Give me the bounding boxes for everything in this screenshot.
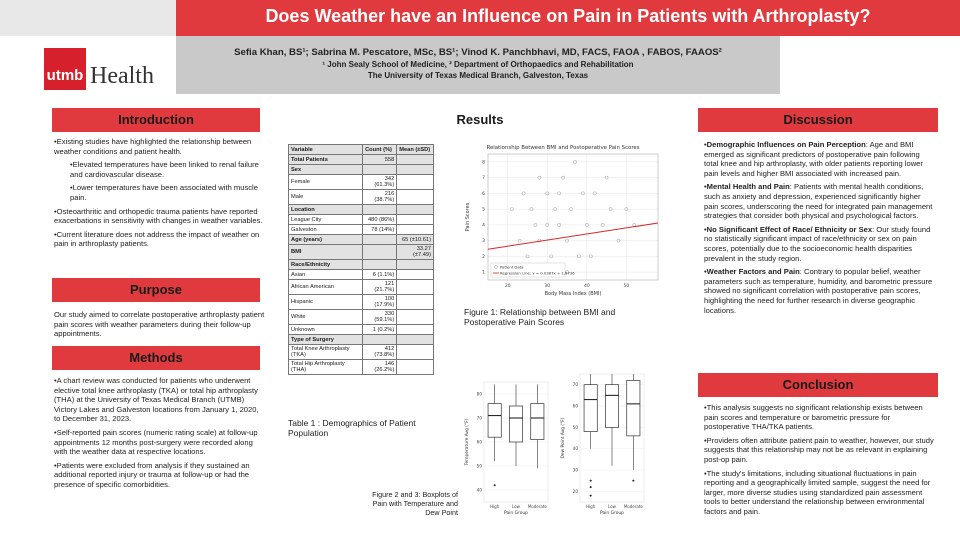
table-cell: Sex: [289, 165, 363, 175]
table-cell: [363, 335, 397, 345]
bmi-pain-scatter-plot: [462, 140, 664, 300]
x-axis-label: Body Mass Index (BMI): [544, 291, 602, 297]
x-tick-label: 20: [504, 284, 511, 289]
box: [531, 404, 544, 440]
y-tick-label: 5: [482, 207, 485, 213]
table-cell: Asian: [289, 270, 363, 280]
results-header: Results: [456, 112, 504, 127]
y-tick-label: 7: [482, 176, 485, 182]
table-cell: [397, 310, 434, 325]
y-tick-label: 80: [476, 391, 482, 397]
box-outlier: [590, 486, 592, 488]
table-cell: 342 (61.3%): [363, 175, 397, 190]
y-axis-label: Dew Point Avg (°F): [561, 417, 566, 459]
table-row: [289, 335, 434, 345]
y-tick-label: 4: [482, 223, 485, 229]
table-cell: [397, 345, 434, 360]
table-row: [289, 310, 434, 325]
methods-header: Methods: [52, 346, 260, 370]
table-cell: [363, 205, 397, 215]
table-cell: Hispanic: [289, 295, 363, 310]
x-tick-label: 50: [623, 284, 630, 289]
table-cell: 33.27 (±7.49): [397, 245, 434, 260]
legend-label: Patient Data: [500, 264, 524, 270]
table-row: [289, 260, 434, 270]
table-cell: BMI: [289, 245, 363, 260]
table-header: Mean (±SD): [397, 145, 434, 155]
introduction-body: •Existing studies have highlighted the relationship between weather conditions and patient health. •Elevated temperatures have been linked to renal failure and cardiovascular disease. •Lower temperatures have been associated with muscle pain. •Osteoarthritic and orthopedic trauma patients have reported exacerbations in sensitivity with changes in weather variables. •Current literature does not address the impact of weather on pain in arthroplasty patients.: [54, 137, 263, 249]
table-cell: 1 (0.2%): [363, 325, 397, 335]
affiliation-line-2: The University of Texas Medical Branch, Galveston, Texas: [367, 71, 589, 80]
y-tick-label: 70: [476, 415, 482, 421]
y-tick-label: 60: [572, 403, 578, 409]
table-cell: Type of Surgery: [289, 335, 363, 345]
dew-point-boxplot: [558, 368, 648, 524]
box: [509, 406, 522, 442]
logo-wordmark: Health: [90, 63, 154, 89]
y-tick-label: 6: [482, 191, 485, 197]
table-row: [289, 360, 434, 375]
table-cell: [397, 360, 434, 375]
y-axis-label: Temperature Avg (°F): [465, 418, 470, 466]
authors-panel: [176, 36, 780, 94]
table-cell: [397, 325, 434, 335]
table-cell: [397, 205, 434, 215]
box: [584, 385, 597, 432]
discussion-header: Discussion: [698, 108, 938, 132]
x-tick-label: High: [490, 504, 500, 509]
table-cell: [397, 165, 434, 175]
y-tick-label: 20: [572, 488, 578, 494]
table-cell: 558: [363, 155, 397, 165]
table-cell: Age (years): [289, 235, 363, 245]
table-cell: Galveston: [289, 225, 363, 235]
y-tick-label: 50: [476, 463, 482, 469]
table-cell: [397, 225, 434, 235]
table-cell: [397, 295, 434, 310]
box-outlier: [632, 480, 634, 482]
table-cell: 100 (17.9%): [363, 295, 397, 310]
table-cell: Male: [289, 190, 363, 205]
box: [605, 385, 618, 428]
table-row: [289, 245, 434, 260]
table-cell: [363, 245, 397, 260]
box-outlier: [590, 480, 592, 482]
x-tick-label: Moderate: [623, 504, 643, 509]
table-row: [289, 295, 434, 310]
poster-title: Does Weather have an Influence on Pain in Patients with Arthroplasty?: [265, 6, 871, 26]
y-tick-label: 40: [476, 487, 482, 493]
y-tick-label: 60: [476, 439, 482, 445]
table-cell: [397, 335, 434, 345]
conclusion-header: Conclusion: [698, 373, 938, 397]
purpose-body: Our study aimed to correlate postoperative arthroplasty patient pain scores with weather parameters during their follow-up appointments.: [54, 310, 265, 339]
table-cell: African American: [289, 280, 363, 295]
table-cell: 480 (86%): [363, 215, 397, 225]
table-row: [289, 270, 434, 280]
table-cell: Unknown: [289, 325, 363, 335]
x-axis-label: Pain Group: [504, 511, 528, 516]
table-cell: [397, 280, 434, 295]
table-caption: Table 1 : Demographics of Patient Population: [288, 418, 416, 438]
discussion-body: •Demographic Influences on Pain Perception: Age and BMI emerged as significant predictors of postoperative pain following total knee and hip arthroplasty, with older patients reporting lower pain levels and higher BMI associated with increased pain. •Mental Health and Pain: Patients with mental health conditions, such as anxiety and depression, experienced significantly higher pain scores, underscoring the need for integrated pain management strategies that consider both physical and psychological factors. •No Significant Effect of Race/ Ethnicity or Sex: Our study found no statistically significant impact of race/ethnicity or sex on pain scores, potentially due to the socioeconomic health disparities prevalent in the study region. •Weather Factors and Pain: Contrary to popular belief, weather parameters such as temperature, humidity, and barometric pressure showed no significant correlation with postoperative pain scores, highlighting the need for further research in diverse geographic locations.: [704, 140, 933, 315]
x-tick-label: 30: [544, 284, 551, 289]
table-header: Variable: [289, 145, 363, 155]
table-cell: 330 (59.1%): [363, 310, 397, 325]
conclusion-body: •This analysis suggests no significant relationship exists between pain scores and temperature or barometric pressure for postoperative THA/TKA patients. •Providers often attribute patient pain to weather, however, our study suggests that this relationship may not be as relevant in explaining post-op pain. •The study's limitations, including situational fluctuations in pain reporting and a geographically limited sample, suggest the need for larger, more diverse studies using standardized pain assessment tools to better understand the relationship between environmental factors and pain.: [704, 403, 934, 516]
box: [488, 404, 501, 438]
table-cell: [363, 260, 397, 270]
table-row: [289, 345, 434, 360]
box-outlier: [494, 484, 496, 486]
table-cell: Female: [289, 175, 363, 190]
table-cell: [363, 165, 397, 175]
temperature-boxplot: [462, 376, 552, 524]
table-row: [289, 225, 434, 235]
table-cell: White: [289, 310, 363, 325]
methods-body: •A chart review was conducted for patients who underwent elective total knee arthroplasty (TKA) or total hip arthroplasty (THA) at the University of Texas Medical Branch (UTMB) Victory Lakes and Galveston locations from January 1, 2020, to December 31, 2023. •Self-reported pain scores (numeric rating scale) at follow-up appointments 12 months post-surgery were recorded along with the weather data at respective locations. •Patients were excluded from analysis if they sustained an additional reported injury or trauma at follow-up or had the presence of specific comorbidities.: [54, 376, 259, 489]
table-cell: [397, 270, 434, 280]
utmb-logo-mark: utmb: [44, 48, 86, 90]
y-tick-label: 40: [572, 446, 578, 452]
table-cell: Race/Ethnicity: [289, 260, 363, 270]
y-tick-label: 30: [572, 467, 578, 473]
y-tick-label: 70: [572, 382, 578, 388]
y-tick-label: 1: [482, 270, 485, 276]
regression-line: [488, 223, 658, 249]
table-cell: 146 (26.2%): [363, 360, 397, 375]
x-tick-label: High: [586, 504, 596, 509]
table-cell: League City: [289, 215, 363, 225]
box-outlier: [590, 495, 592, 497]
table-cell: [397, 155, 434, 165]
table-cell: 6 (1.1%): [363, 270, 397, 280]
table-cell: 412 (73.8%): [363, 345, 397, 360]
table-row: [289, 175, 434, 190]
x-tick-label: Low: [512, 504, 520, 509]
table-row: [289, 165, 434, 175]
chart-title: Relationship Between BMI and Postoperative Pain Scores: [486, 145, 640, 151]
table-cell: [397, 215, 434, 225]
table-row: [289, 280, 434, 295]
table-cell: [397, 260, 434, 270]
y-tick-label: 8: [482, 160, 485, 166]
table-row: [289, 215, 434, 225]
table-cell: [363, 235, 397, 245]
table-cell: 78 (14%): [363, 225, 397, 235]
table-row: [289, 325, 434, 335]
y-tick-label: 2: [482, 254, 485, 260]
x-tick-label: Low: [608, 504, 616, 509]
y-tick-label: 50: [572, 424, 578, 430]
table-cell: Total Hip Arthroplasty (THA): [289, 360, 363, 375]
demographics-table: [288, 144, 434, 375]
table-header: Count (%): [363, 145, 397, 155]
legend-label: Regression Line: y = 0.0387x + 1.8736: [500, 270, 575, 276]
authors: Sefia Khan, BS¹; Sabrina M. Pescatore, MSc, BS¹; Vinod K. Panchbhavi, MD, FACS, FAOA , FABOS, FAAOS²: [234, 47, 722, 58]
table-cell: Total Patients: [289, 155, 363, 165]
table-cell: [397, 175, 434, 190]
introduction-header: Introduction: [52, 108, 260, 132]
table-cell: [397, 190, 434, 205]
affiliation-line-1: ¹ John Sealy School of Medicine, ² Department of Orthopaedics and Rehabilitation: [322, 60, 634, 69]
figure23-caption: Figure 2 and 3: Boxplots of Pain with Temperature and Dew Point: [372, 490, 458, 517]
x-tick-label: Moderate: [527, 504, 547, 509]
table-cell: Total Knee Arthroplasty (TKA): [289, 345, 363, 360]
box: [627, 380, 640, 435]
table-cell: Location: [289, 205, 363, 215]
table-cell: 216 (38.7%): [363, 190, 397, 205]
x-tick-label: 40: [583, 284, 590, 289]
y-tick-label: 3: [482, 239, 485, 245]
table-row: [289, 235, 434, 245]
purpose-header: Purpose: [52, 278, 260, 302]
x-axis-label: Pain Group: [600, 511, 624, 516]
logo-panel: [0, 36, 176, 94]
table-row: [289, 155, 434, 165]
table-cell: 65 (±10.61): [397, 235, 434, 245]
y-axis-label: Pain Scores: [465, 202, 471, 232]
table-row: [289, 205, 434, 215]
table-row: [289, 190, 434, 205]
table-cell: 121 (21.7%): [363, 280, 397, 295]
plot-frame: [488, 154, 658, 280]
figure1-caption: Figure 1: Relationship between BMI and Postoperative Pain Scores: [464, 307, 616, 327]
